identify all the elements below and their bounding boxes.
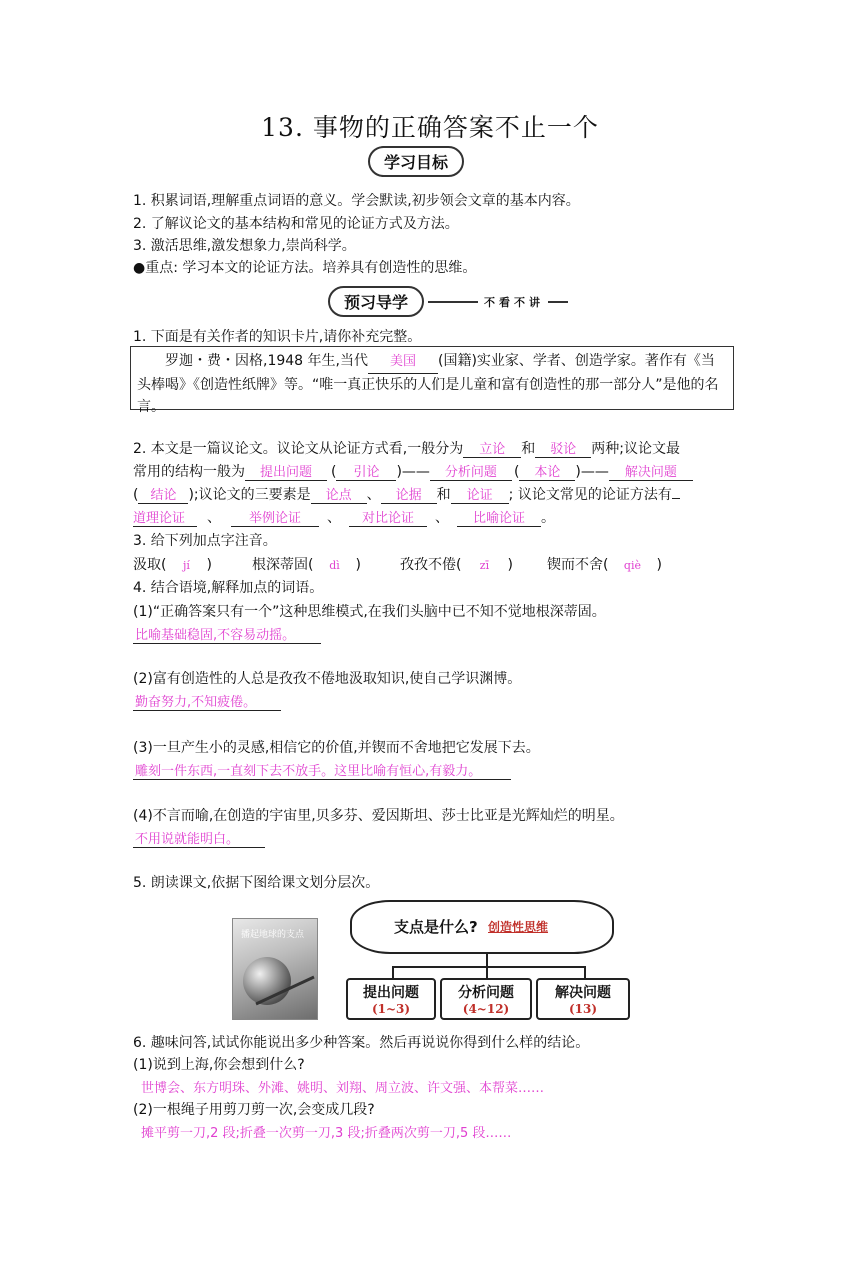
q3-item-2: 根深蒂固( dì ) [252, 557, 361, 573]
answer-blank[interactable]: 提出问题 [245, 461, 327, 481]
q2-line-1: 2. 本文是一篇议论文。议论文从论证方式看,一般分为 立论 和 驳论 两种;议论文最 [133, 438, 680, 458]
q5-prompt: 5. 朗读课文,依据下图给课文划分层次。 [133, 875, 380, 891]
fulcrum-cloud [350, 900, 614, 954]
q2-line-4: 道理论证 、 举例论证 、 对比论证 、 比喻论证 。 [133, 507, 555, 527]
badge-label: 学习目标 [368, 146, 464, 177]
nationality-answer[interactable]: 美国 [368, 351, 438, 374]
q1-prompt: 1. 下面是有关作者的知识卡片,请你补充完整。 [133, 329, 422, 345]
connector-line [486, 952, 488, 966]
q3-item-3: 孜孜不倦( zī ) [400, 557, 513, 573]
q4-question-4: (4)不言而喻,在创造的宇宙里,贝多芬、爱因斯坦、莎士比亚是光辉灿烂的明星。 [133, 808, 624, 824]
q3-item-4: 锲而不舍( qiè ) [547, 557, 662, 573]
pinyin-answer[interactable]: dì [329, 559, 340, 572]
badge-rule [548, 301, 568, 303]
cloud-question: 支点是什么? [394, 918, 478, 936]
box-range: (1~3) [371, 1002, 411, 1016]
q2-line-3: ( 结论 );议论文的三要素是 论点 、 论据 和 论证 ; 议论文常见的论证方法有 [133, 484, 680, 504]
pinyin-answer[interactable]: zī [479, 559, 490, 572]
answer-blank[interactable]: 论据 [381, 484, 437, 504]
badge-label: 预习导学 [328, 286, 424, 317]
author-card [130, 346, 734, 415]
box-label: 分析问题 [458, 985, 514, 1001]
q4-question-1: (1)“正确答案只有一个”这种思维模式,在我们头脑中已不知不觉地根深蒂固。 [133, 604, 606, 620]
q4-question-3: (3)一旦产生小的灵感,相信它的价值,并锲而不舍地把它发展下去。 [133, 740, 540, 756]
book-title: 播起地球的支点 [241, 930, 305, 940]
answer-blank[interactable]: 本论 [519, 461, 575, 481]
connector-line [392, 966, 586, 968]
box-range: (4~12) [462, 1002, 510, 1016]
connector-line [486, 966, 488, 978]
answer-blank[interactable]: 论点 [311, 484, 367, 504]
q4-answer-1[interactable]: 比喻基础稳固,不容易动摇。 [133, 624, 321, 644]
q6-answer-2[interactable]: 摊平剪一刀,2 段;折叠一次剪一刀,3 段;折叠两次剪一刀,5 段…… [141, 1126, 512, 1141]
pinyin-answer[interactable]: jí [183, 559, 190, 572]
answer-blank[interactable]: 分析问题 [430, 461, 512, 481]
layer-box-3 [536, 978, 630, 1020]
answer-blank[interactable]: 立论 [463, 438, 521, 458]
box-range: (13) [568, 1002, 598, 1016]
q6-prompt: 6. 趣味问答,试试你能说出多少种答案。然后再说说你得到什么样的结论。 [133, 1035, 590, 1051]
q4-answer-2[interactable]: 勤奋努力,不知疲倦。 [133, 691, 281, 711]
connector-line [392, 966, 394, 978]
goal-3: 3. 激活思维,激发想象力,崇尚科学。 [133, 238, 356, 254]
pinyin-answer[interactable]: qiè [623, 559, 641, 572]
goal-2: 2. 了解议论文的基本结构和常见的论证方式及方法。 [133, 216, 459, 232]
answer-blank[interactable]: 论证 [451, 484, 509, 504]
answer-blank[interactable]: 举例论证 [231, 507, 319, 527]
card-text: 罗迦・费・因格,1948 年生,当代 [165, 353, 368, 369]
page-title: 13. 事物的正确答案不止一个 [261, 113, 599, 142]
card-text: (国籍)实业家、学者、创造学家。著作有《当头棒喝》《创造性纸牌》等。“唯一真正快乐的人们是儿童和富有创造性的那一部分人”是他的名言。 [137, 353, 719, 415]
q6-sub-2: (2)一根绳子用剪刀剪一次,会变成几段? [133, 1102, 375, 1118]
layer-box-2 [440, 978, 532, 1020]
box-label: 解决问题 [555, 985, 611, 1001]
section-badge-goals [368, 146, 464, 177]
badge-sub: 不看不讲 [484, 295, 545, 309]
q4-answer-4[interactable]: 不用说就能明白。 [133, 828, 265, 848]
q3-item-1: 汲取( jí ) [133, 557, 212, 573]
book-cover-image [232, 918, 318, 1020]
q4-answer-3[interactable]: 雕刻一件东西,一直刻下去不放手。这里比喻有恒心,有毅力。 [133, 760, 511, 780]
answer-blank[interactable]: 驳论 [535, 438, 591, 458]
badge-rule [428, 301, 478, 303]
answer-blank[interactable]: 结论 [138, 484, 188, 504]
section-badge-preview [328, 286, 568, 317]
q2-line-2: 常用的结构一般为 提出问题 ( 引论 )—— 分析问题 ( 本论 )—— 解决问题 [133, 461, 693, 481]
goal-1: 1. 积累词语,理解重点词语的意义。学会默读,初步领会文章的基本内容。 [133, 193, 580, 209]
box-label: 提出问题 [363, 985, 419, 1001]
goal-key-point: ●重点: 学习本文的论证方法。培养具有创造性的思维。 [133, 260, 477, 276]
q4-question-2: (2)富有创造性的人总是孜孜不倦地汲取知识,使自己学识渊博。 [133, 671, 522, 687]
cloud-answer: 创造性思维 [488, 920, 549, 934]
answer-blank[interactable]: 对比论证 [349, 507, 427, 527]
connector-line [584, 966, 586, 978]
q4-prompt: 4. 结合语境,解释加点的词语。 [133, 580, 324, 596]
answer-blank[interactable]: 解决问题 [609, 461, 693, 481]
q3-prompt: 3. 给下列加点字注音。 [133, 533, 277, 549]
answer-blank[interactable]: 比喻论证 [457, 507, 541, 527]
q6-sub-1: (1)说到上海,你会想到什么? [133, 1057, 305, 1073]
layer-box-1 [346, 978, 436, 1020]
answer-blank[interactable]: 道理论证 [133, 507, 197, 527]
q6-answer-1[interactable]: 世博会、东方明珠、外滩、姚明、刘翔、周立波、许文强、本帮菜…… [141, 1081, 545, 1096]
answer-blank[interactable]: 引论 [336, 461, 396, 481]
